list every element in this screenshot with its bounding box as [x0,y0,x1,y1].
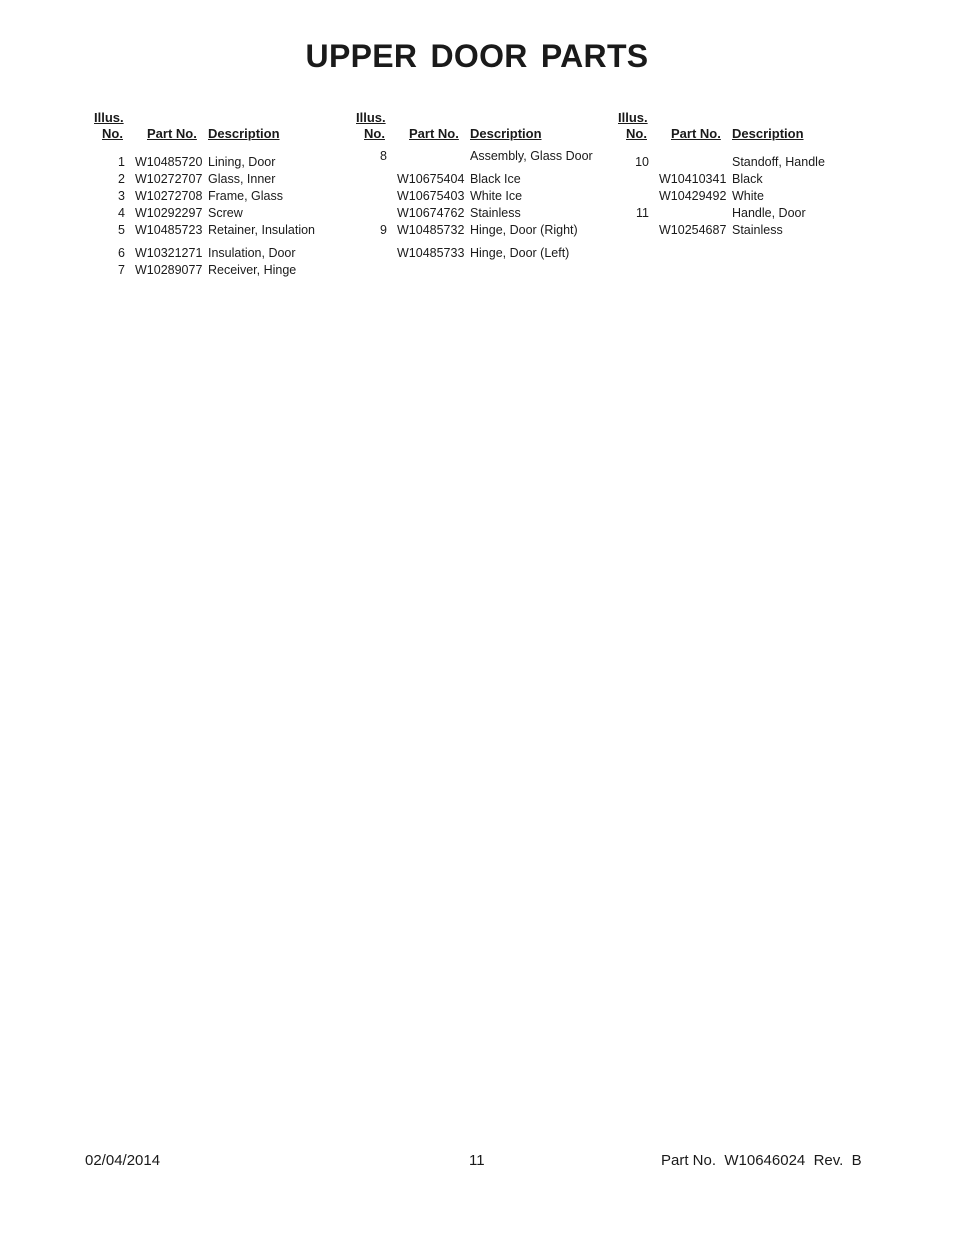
illus-header-line2: No. [364,126,385,141]
part-number: W10410341 [659,172,727,186]
part-number: W10485733 [397,246,465,260]
parts-row [354,206,614,222]
part-description: White [732,189,764,203]
illus-header-line1: Illus. [618,110,648,125]
part-description: Stainless [470,206,521,220]
part-description: Hinge, Door (Left) [470,246,570,260]
part-description: Handle, Door [732,206,806,220]
parts-row [354,172,614,188]
parts-row [92,223,352,239]
parts-row [92,263,352,279]
part-number: W10321271 [135,246,203,260]
part-description: Black Ice [470,172,521,186]
footer-page-number: 11 [469,1152,485,1169]
part-number: W10485720 [135,155,203,169]
part-description: Frame, Glass [208,189,284,203]
page-title: UPPER DOOR PARTS [305,38,649,74]
parts-row [354,149,614,165]
part-number: W10675403 [397,189,465,203]
illus-number: 5 [118,223,125,237]
parts-row [354,246,614,262]
part-description: Assembly, Glass Door [470,149,593,163]
part-description: Receiver, Hinge [208,263,297,277]
part-number: W10674762 [397,206,465,220]
parts-row [92,155,352,171]
part-no-header: Part No. [147,126,197,141]
parts-row [616,223,876,239]
parts-row [616,172,876,188]
illus-number: 1 [118,155,125,169]
description-header: Description [208,126,280,141]
part-description: Standoff, Handle [732,155,825,169]
parts-row [616,189,876,205]
illus-number: 11 [636,206,649,220]
illus-number: 10 [635,155,649,169]
part-number: W10292297 [135,206,203,220]
part-description: Screw [208,206,243,220]
part-description: Black [732,172,763,186]
footer-date: 02/04/2014 [85,1152,161,1169]
parts-row [616,206,876,222]
parts-row [354,223,614,239]
description-header: Description [732,126,804,141]
illus-header-line1: Illus. [356,110,386,125]
parts-row [92,206,352,222]
part-number: W10272707 [135,172,203,186]
parts-row [92,189,352,205]
parts-row [92,172,352,188]
illus-number: 8 [380,149,387,163]
parts-row [354,189,614,205]
parts-row [92,246,352,262]
part-description: Stainless [732,223,783,237]
part-description: Hinge, Door (Right) [470,223,578,237]
part-number: W10272708 [135,189,203,203]
illus-number: 7 [118,263,125,277]
part-description: Insulation, Door [208,246,296,260]
part-no-header: Part No. [409,126,459,141]
illus-number: 4 [118,206,125,220]
illus-header-line1: Illus. [94,110,124,125]
part-description: Retainer, Insulation [208,223,316,237]
illus-number: 6 [118,246,125,260]
footer-part-reference: Part No. W10646024 Rev. B [661,1152,862,1169]
illus-number: 3 [118,189,125,203]
part-number: W10429492 [659,189,727,203]
part-number: W10485723 [135,223,203,237]
part-number: W10485732 [397,223,465,237]
part-number: W10254687 [659,223,727,237]
illus-header-line2: No. [102,126,123,141]
parts-row [616,155,876,171]
description-header: Description [470,126,542,141]
part-description: White Ice [470,189,523,203]
part-number: W10289077 [135,263,203,277]
illus-header-line2: No. [626,126,647,141]
part-number: W10675404 [397,172,465,186]
part-no-header: Part No. [671,126,721,141]
illus-number: 2 [118,172,125,186]
part-description: Lining, Door [208,155,276,169]
illus-number: 9 [380,223,387,237]
part-description: Glass, Inner [208,172,276,186]
